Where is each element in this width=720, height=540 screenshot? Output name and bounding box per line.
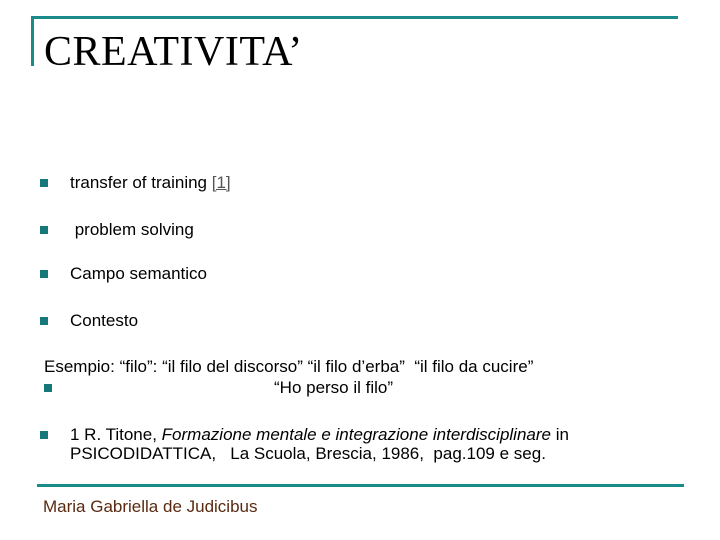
- bullet-text: Campo semantico: [70, 264, 208, 283]
- bullet-text: problem solving: [70, 220, 194, 239]
- square-bullet-icon: [40, 431, 48, 439]
- bullet-text: Contesto: [70, 311, 139, 330]
- square-bullet-icon: [40, 317, 48, 325]
- bullet-item: [40, 220, 194, 240]
- footnote-book-title: Formazione mentale e integrazione interdisciplinare: [161, 425, 551, 444]
- footer-divider: [37, 484, 684, 487]
- footnote: [40, 425, 569, 463]
- title-frame-top-line: [31, 16, 678, 19]
- square-bullet-icon: [40, 270, 48, 278]
- example-line-2: “Ho perso il filo”: [274, 378, 394, 397]
- author-name: Maria Gabriella de Judicibus: [43, 497, 258, 516]
- footnote-text: [70, 425, 569, 463]
- square-bullet-icon: [40, 226, 48, 234]
- slide-title: CREATIVITA’: [44, 29, 303, 75]
- footnote-line-1: 1 R. Titone, Formazione mentale e integrazione interdisciplinare in: [70, 425, 569, 444]
- footnote-reference-link[interactable]: [1]: [211, 173, 231, 192]
- square-bullet-icon: [44, 384, 52, 392]
- bullet-item: [40, 264, 207, 284]
- bullet-text: transfer of training [1]: [70, 173, 231, 192]
- example-block: [44, 356, 533, 398]
- example-line-2-row: [44, 377, 533, 398]
- bullet-item: [40, 173, 231, 193]
- bullet-item: [40, 311, 138, 331]
- title-frame-left-line: [31, 16, 34, 66]
- footnote-line-2: PSICODIDATTICA, La Scuola, Brescia, 1986, pag.109 e seg.: [70, 444, 546, 463]
- square-bullet-icon: [40, 179, 48, 187]
- example-line-1: Esempio: “filo”: “il filo del discorso” “il filo d’erba” “il filo da cucire”: [44, 357, 534, 376]
